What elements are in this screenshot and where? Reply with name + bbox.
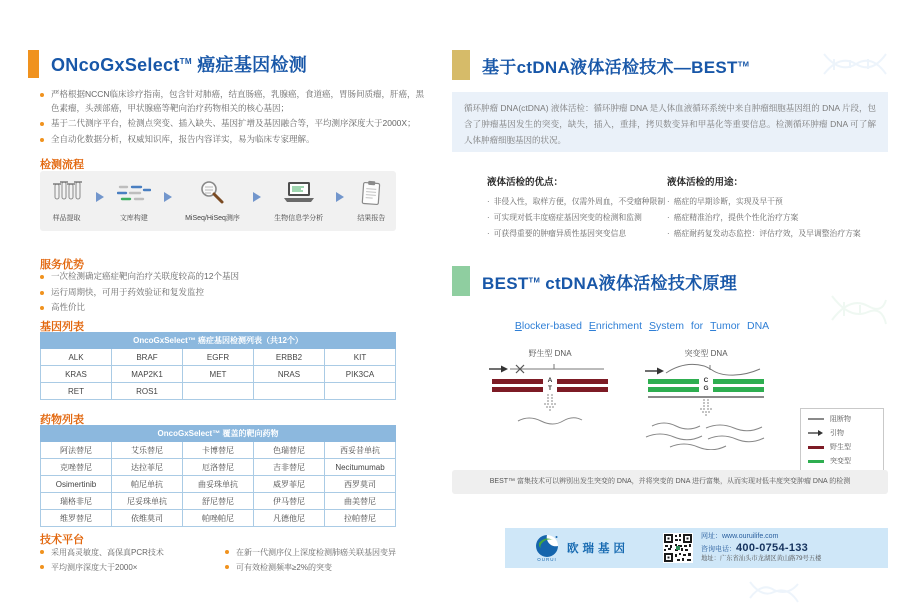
wild-type-dna-group [484,348,616,427]
table-row [41,366,396,383]
best-principle-diagram [452,348,888,468]
gene-list-heading: 基因列表 [40,321,84,333]
dna-fragments-icon [117,180,151,211]
detection-flow [40,171,396,231]
bullet-dot-icon: · [487,228,490,238]
wild-type-bar [492,387,543,392]
bullet-dot-icon: · [487,197,490,206]
list-item: 采用高灵敏度、高保真PCR技术 [40,545,220,560]
drug-cell: Osimertinib [41,476,112,493]
gene-cell [183,383,254,400]
gene-cell [325,383,396,400]
logo-text: OURUI [537,557,557,562]
drug-cell: 达拉菲尼 [112,459,183,476]
subtitle-word: Tumor [710,320,741,332]
drug-cell: 依维莫司 [112,510,183,527]
list-item: · 可实现对低丰度癌症基因突变的检测和监测 [487,210,672,226]
drug-cell: 曲美替尼 [325,493,396,510]
subtitle-word: DNA [746,320,770,332]
test-tubes-icon [51,180,83,211]
list-item: · 癌症精准治疗，提供个性化治疗方案 [667,210,888,226]
legend-label: 阻断物 [830,416,851,423]
website-line: 网址：www.ouruilife.com [701,533,779,541]
left-section-title [28,50,307,78]
mutant-line-icon [808,460,824,463]
bullet-dot-icon [40,550,44,554]
drug-cell: 艾乐替尼 [112,442,183,459]
legend-row [808,442,876,452]
drug-cell: 尼妥珠单抗 [112,493,183,510]
ctdna-title: 基于ctDNA液体活检技术—BEST™ [482,57,750,77]
list-item: 平均测序深度大于2000× [40,560,220,575]
mutant-strand-bottom [640,385,772,393]
gene-cell: ERBB2 [254,349,325,366]
bullet-dot-icon [40,138,44,142]
dna-watermark-icon [822,46,888,96]
wild-type-label: 野生型 DNA [528,349,572,358]
table-row [41,442,396,459]
flow-step-library [117,180,151,223]
drug-cell: 吉非替尼 [254,459,325,476]
contact-info [701,532,821,563]
legend-label: 野生型 [830,444,851,451]
legend-label: 引物 [830,430,844,437]
dna-watermark-icon [748,578,800,610]
bullet-dot-icon [40,122,44,126]
drug-cell: 瑞格非尼 [41,493,112,510]
list-item: 基于二代测序平台，检测点突变、插入缺失、基因扩增及基因融合等，平均测序深度大于2000X； [40,117,428,131]
wild-strand-top [484,377,616,385]
drug-cell: 威罗菲尼 [254,476,325,493]
legend-label: 突变型 [830,458,851,465]
list-item: 一次检测确定癌症靶向治疗关联度较高的12个基因 [40,270,420,284]
mutant-dna-group [640,348,772,450]
wild-type-bar [492,379,543,384]
best-caption: BEST™ 富集技术可以辨别出发生突变的 DNA，并将突变的 DNA 进行富集，从而实现对低丰度突变肿瘤 DNA 的检测 [452,470,888,494]
list-item: 高性价比 [40,301,420,315]
primer-blocked-strand-icon [488,361,612,377]
dotted-down-arrow-icon [543,393,557,413]
principle-section-title [452,266,737,296]
arrow-right-icon [96,192,104,202]
ourui-logo-icon [535,534,559,558]
gene-table-header: OncoGxSelect™ 癌症基因检测列表（共12个） [41,333,396,349]
drug-table [40,425,396,527]
subtitle-word: Enrichment [588,320,643,332]
gene-cell: MAP2K1 [112,366,183,383]
platform-heading: 技术平台 [40,534,84,546]
company-name: 欧瑞基因 [567,543,629,555]
drug-cell: 西罗莫司 [325,476,396,493]
base-letter: T [548,385,552,392]
gene-cell: EGFR [183,349,254,366]
phone-line: 咨询电话： 400-0754-133 [701,541,809,554]
drug-cell: 厄洛替尼 [183,459,254,476]
arrow-right-icon [164,192,172,202]
subtitle-word: Blocker-based [514,320,582,332]
gene-cell: ROS1 [112,383,183,400]
table-row [41,493,396,510]
drug-cell: 帕唑帕尼 [183,510,254,527]
phone-number: 400-0754-133 [736,541,809,554]
mutant-bar [648,379,699,384]
laptop-icon [282,180,316,211]
list-item: · 非侵入性，取样方便，仅需外周血，不受瘤种限制 [487,194,672,210]
list-item: 可有效检测频率≥2%的突变 [225,560,430,575]
subtitle-word: System [648,320,684,332]
primer-arrow-icon [808,429,824,437]
address-text: 广东省汕头市龙湖区黄山路79号五楼 [719,554,822,562]
low-product-squiggle-icon [515,413,585,427]
gene-cell: ALK [41,349,112,366]
advantages-heading: 服务优势 [40,259,84,271]
drug-table-header: OncoGxSelect™ 覆盖的靶向药物 [41,426,396,442]
drug-cell: 维罗替尼 [41,510,112,527]
list-item: · 癌症耐药复发动态监控：评估疗效，及早调整治疗方案 [667,226,888,242]
gene-cell: KRAS [41,366,112,383]
arrow-right-icon [253,192,261,202]
wild-strand-bottom [484,385,616,393]
dotted-down-arrow-icon [699,398,713,418]
best-subtitle [452,320,832,332]
subtitle-word: for [690,320,704,332]
mutant-bar [713,379,764,384]
table-row [41,349,396,366]
magnifier-icon [197,180,227,211]
intro-bullet-list [40,88,428,148]
liquid-biopsy-pros [487,174,672,242]
flow-heading: 检测流程 [40,159,84,171]
mutant-label: 突变型 DNA [684,349,728,358]
enriched-product-squiggles-icon [644,418,768,450]
list-item: 在新一代测序仪上深度检测肺癌关联基因变异 [225,545,430,560]
bullet-dot-icon [40,306,44,310]
drug-cell: 阿法替尼 [41,442,112,459]
list-item: · 癌症的早期诊断，实现及早干预 [667,194,888,210]
mutant-bar [713,387,764,392]
flow-step-label: 样品提取 [52,214,81,222]
footer-bar [505,528,888,568]
bullet-dot-icon: · [487,212,490,222]
flow-step-bioinformatics [274,180,323,223]
flow-step-label: 生物信息学分析 [274,214,324,222]
table-row [41,476,396,493]
drug-cell: 凡德他尼 [254,510,325,527]
flow-step-report [357,180,385,223]
bullet-dot-icon [40,291,44,295]
drug-cell: 曲妥珠单抗 [183,476,254,493]
gene-cell: NRAS [254,366,325,383]
website-url: www.ouruilife.com [722,533,779,541]
bullet-dot-icon: · [667,212,670,222]
bullet-dot-icon [40,275,44,279]
qr-code [663,533,693,563]
uses-heading: 液体活检的用途： [667,177,744,188]
drug-cell: 帕尼单抗 [112,476,183,493]
gene-cell: PIK3CA [325,366,396,383]
primer-open-strand-icon [644,361,768,377]
table-row [41,383,396,400]
arrow-right-icon [336,192,344,202]
bullet-dot-icon: · [667,228,670,238]
drug-cell: 克唑替尼 [41,459,112,476]
list-item: 全自动化数据分析，权威知识库，报告内容详实，易为临床专家理解。 [40,133,428,147]
right-section-title [452,50,749,80]
platform-list-left [40,545,220,575]
drug-cell: 舒尼替尼 [183,493,254,510]
ctdna-intro-box: 循环肿瘤 DNA(ctDNA) 液体活检：循环肿瘤 DNA 是人体血液循环系统中来自肿瘤细胞基因组的 DNA 片段，包含了肿瘤基因发生的突变，缺失，插入，重排，拷贝数变异和甲基化等重要信息。检测循环肿瘤 DNA 可了解人体肿瘤细胞基因的状况。 [452,92,888,152]
liquid-biopsy-uses [667,174,888,242]
flow-step-label: 文库构建 [119,214,148,222]
company-logo [535,534,559,562]
gene-cell: RET [41,383,112,400]
list-item: 严格根据NCCN临床诊疗指南，包含针对肺癌，结直肠癌，乳腺癌，食道癌，胃肠间质瘤，肝癌，黑色素瘤，头颈部癌，甲状腺癌等靶向治疗药物相关的核心基因； [40,88,428,115]
drug-cell: 卡博替尼 [183,442,254,459]
legend-row [808,428,876,438]
drug-cell: 色瑞替尼 [254,442,325,459]
drug-cell: 西妥昔单抗 [325,442,396,459]
page-title: ONcoGxSelect™ 癌症基因检测 [51,55,308,75]
flow-step-label: 结果报告 [357,214,386,222]
mutant-bar [648,387,699,392]
flow-step-label: MiSeq/HiSeq测序 [185,214,240,222]
platform-list-right [225,545,430,575]
principle-title: BEST™ ctDNA液体活检技术原理 [482,273,738,293]
dna-watermark-icon [828,290,888,346]
pros-list [487,194,672,242]
wild-type-bar [557,379,608,384]
bullet-dot-icon: · [667,197,670,206]
drug-cell: Necitumumab [325,459,396,476]
gene-table [40,332,396,400]
list-item: · 可获得重要的肿瘤异质性基因突变信息 [487,226,672,242]
base-letter: C [703,377,709,384]
pros-heading: 液体活检的优点： [487,177,564,188]
uses-list [667,194,888,242]
diagram-legend [800,408,884,472]
wild-type-line-icon [808,446,824,449]
gold-accent-bar [452,50,470,80]
base-letter: A [547,377,553,384]
gene-cell [254,383,325,400]
gene-cell: BRAF [112,349,183,366]
list-item: 运行周期快，可用于药效验证和复发监控 [40,286,420,300]
blocker-line-icon [808,418,824,420]
legend-row [808,456,876,466]
mutant-strand-top [640,377,772,385]
table-row [41,459,396,476]
drug-cell: 拉帕替尼 [325,510,396,527]
bullet-dot-icon [40,565,44,569]
flow-step-sample [51,180,83,223]
green-accent-bar [452,266,470,296]
gene-cell: MET [183,366,254,383]
drug-list-heading: 药物列表 [40,414,84,426]
bullet-dot-icon [225,550,229,554]
address-line: 地址：广东省汕头市龙湖区黄山路79号五楼 [701,554,822,562]
flow-step-sequencing [185,180,240,223]
wild-type-bar [557,387,608,392]
orange-accent-bar [28,50,39,78]
base-letter: G [703,385,709,392]
advantages-list [40,270,420,317]
legend-row [808,414,876,424]
bullet-dot-icon [40,93,44,97]
bullet-dot-icon [225,565,229,569]
gene-cell: KIT [325,349,396,366]
drug-cell: 伊马替尼 [254,493,325,510]
report-clipboard-icon [357,180,385,211]
table-row [41,510,396,527]
